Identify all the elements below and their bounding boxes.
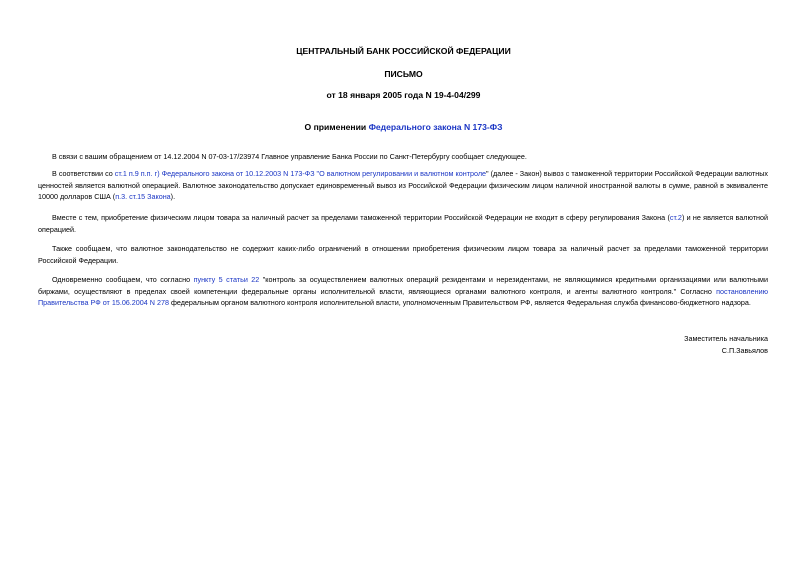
document-title: [0, 122, 807, 132]
paragraph-text: "контроль за осуществлением валютных операций резидентами и нерезидентами, не являющимися кредитными организациями или валютными биржами, осуществляют в пределах своей компетенции федеральные органы исполнительной власти, являющиеся органами валютного контроля, и агенты валютного контроля." Согласно: [38, 275, 768, 296]
document-type: ПИСЬМО: [384, 69, 423, 79]
paragraph-2: [38, 168, 768, 203]
law-article-link[interactable]: ст.1 п.9 п.п. г) Федерального закона от 10.12.2003 N 173-ФЗ "О валютном регулировании и валютном контроле: [114, 169, 487, 178]
signatory-name: С.П.Завьялов: [721, 346, 768, 355]
title-law-link[interactable]: Федерального закона N 173-ФЗ: [368, 122, 503, 132]
government-resolution-link[interactable]: постановлению Правительства РФ от 15.06.2004 N 278: [38, 286, 768, 308]
document-date-number: от 18 января 2005 года N 19-4-04/299: [326, 90, 481, 100]
paragraph-3: [38, 212, 768, 235]
paragraph-text: В связи с вашим обращением от 14.12.2004 N 07-03-17/23974 Главное управление Банка России по Санкт-Петербургу сообщает следующее.: [52, 152, 527, 161]
organization-name: ЦЕНТРАЛЬНЫЙ БАНК РОССИЙСКОЙ ФЕДЕРАЦИИ: [296, 46, 511, 56]
paragraph-text: ).: [170, 192, 176, 202]
paragraph-text: Вместе с тем, приобретение физическим лицом товара за наличный расчет за пределами таможенной территории Российской Федерации не входит в сферу регулирования Закона (: [52, 213, 670, 222]
law-clause-link[interactable]: п.3. ст.15 Закона: [115, 192, 171, 202]
signatory-position: Заместитель начальника: [684, 334, 768, 343]
paragraph-1: [38, 151, 768, 163]
law-article-2-link[interactable]: ст.2: [669, 213, 682, 222]
paragraph-text: Также сообщаем, что валютное законодательство не содержит каких-либо ограничений в отношении приобретения физическим лицом товара за наличный расчет за пределами таможенной территории Российской Федерации.: [38, 244, 768, 265]
paragraph-text: " (далее - Закон) вывоз с таможенной территории Российской Федерации валютных ценностей является валютной операцией. Валютное законодательство допускает единовременный вывоз из Российской Федерации физическим лицом наличной иностранной валюты в сумме, равной в эквиваленте 10000 долларов США (: [38, 169, 769, 202]
paragraph-text: ) и не является валютной операцией.: [38, 213, 768, 234]
paragraph-4: [38, 243, 768, 266]
paragraph-text: Одновременно сообщаем, что согласно: [52, 275, 194, 284]
title-prefix: О применении: [304, 122, 369, 132]
paragraph-text: В соответствии со: [52, 169, 115, 178]
paragraph-5: [38, 274, 768, 309]
paragraph-text: федеральным органом валютного контроля исполнительной власти, уполномоченным Правительством РФ, является Федеральная служба финансово-бюджетного надзора.: [168, 298, 751, 308]
article-22-link[interactable]: пункту 5 статьи 22: [193, 275, 260, 284]
